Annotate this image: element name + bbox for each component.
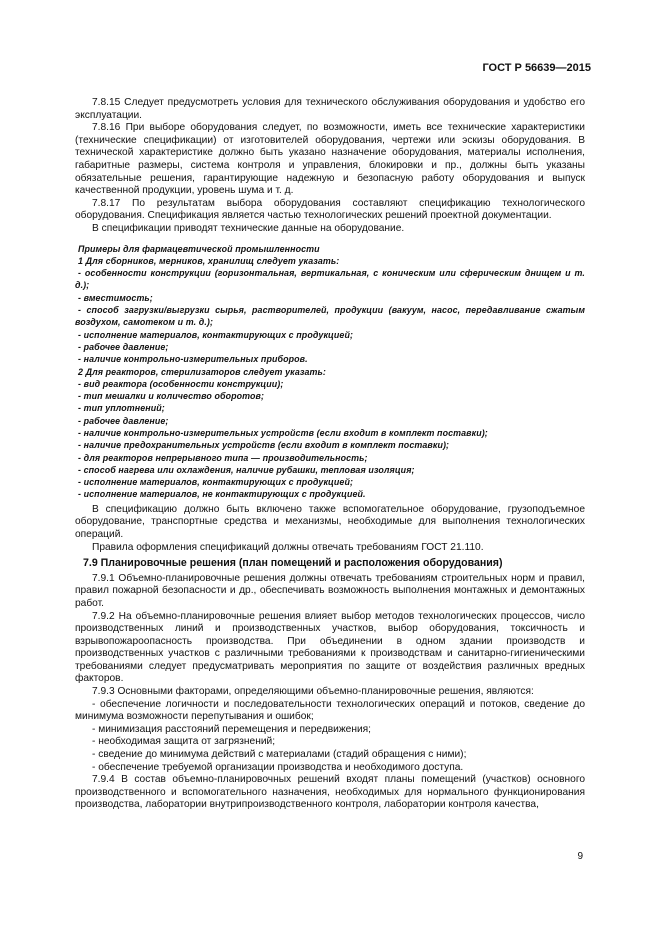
example-item: - рабочее давление;	[78, 341, 169, 352]
para-auxiliary-equipment: В спецификацию должно быть включено также вспомогательное оборудование, грузоподъемное оборудование, транспортные средства и механизмы, необходимые для выполнения технологических операций.	[75, 503, 585, 540]
example-item: - наличие контрольно-измерительных устройств (если входит в комплект поставки);	[78, 427, 488, 438]
page-content	[75, 97, 585, 812]
example-item: - особенности конструкции (горизонтальная, вертикальная, с коническим или сферическим днищем и т. д.);	[75, 268, 585, 291]
list-item: - минимизация расстояний перемещения и передвижения;	[92, 723, 372, 735]
para-7-9-1: 7.9.1 Объемно-планировочные решения должны отвечать требованиям строительных норм и правил, правил пожарной безопасности и др., обеспечивать возможность выполнения монтажных и демонтажных работ.	[75, 572, 585, 609]
example-item: - способ нагрева или охлаждения, наличие рубашки, тепловая изоляция;	[78, 464, 415, 475]
example-item: 1 Для сборников, мерников, хранилищ следует указать:	[78, 255, 340, 266]
para-7-9-4: 7.9.4 В состав объемно-планировочных решений входят планы помещений (участков) основного производственного и вспомогательного назначения, необходимых для нормального функционирования производства, лаборатории внутрипроизводственного контроля, лаборатории контроля качества,	[75, 774, 585, 811]
example-item: - вид реактора (особенности конструкции);	[78, 378, 284, 389]
example-item: - способ загрузки/выгрузки сырья, растворителей, продукции (вакуум, насос, передавливание сжатым воздухом, самотеком и т. д.);	[75, 305, 585, 328]
example-item: - наличие предохранительных устройств (если входит в комплект поставки);	[78, 440, 450, 451]
para-7-9-3: 7.9.3 Основными факторами, определяющими объемно-планировочные решения, являются:	[92, 686, 534, 698]
example-item: - вместимость;	[78, 292, 153, 303]
para-7-8-16: 7.8.16 При выборе оборудования следует, по возможности, иметь все технические характеристики (технические спецификации) от изготовителей оборудования, чертежи или эскизы оборудования. В технической характеристике должно быть указано назначение оборудования, материалы исполнения, габаритные размеры, система контроля и управления, блокировки и пр., должны быть указаны обязательные решения, гарантирующие надежную и безопасную работу оборудования и выпуск качественной продукции, уровень шума и т. д.	[75, 122, 585, 197]
list-item: - обеспечение логичности и последовательности технологических операций и потоков, сведение до минимума возможности перепутывания и ошибок;	[75, 698, 585, 723]
list-item: - необходимая защита от загрязнений;	[92, 736, 276, 748]
example-item: 2 Для реакторов, стерилизаторов следует указать:	[78, 366, 326, 377]
para-spec-rules: Правила оформления спецификаций должны отвечать требованиям ГОСТ 21.110.	[92, 541, 484, 553]
examples-block	[75, 243, 585, 501]
list-item: - обеспечение требуемой организации производства и необходимого доступа.	[92, 761, 464, 773]
section-heading-7-9: 7.9 Планировочные решения (план помещений и расположения оборудования)	[83, 557, 503, 570]
example-item: - тип мешалки и количество оборотов;	[78, 391, 265, 402]
page-number: 9	[577, 851, 583, 862]
para-7-8-17: 7.8.17 По результатам выбора оборудования составляют спецификацию технологического оборудования. Спецификация является частью технологических решений проектной документации.	[75, 197, 585, 222]
example-item: - для реакторов непрерывного типа — производительность;	[78, 452, 368, 463]
example-item: - тип уплотнений;	[78, 403, 165, 414]
example-item: - исполнение материалов, контактирующих с продукцией;	[78, 477, 354, 488]
examples-heading: Примеры для фармацевтической промышленности	[78, 243, 320, 254]
para-7-8-15: 7.8.15 Следует предусмотреть условия для технического обслуживания оборудования и удобство его эксплуатации.	[75, 97, 585, 121]
para-7-9-2: 7.9.2 На объемно-планировочные решения влияет выбор методов технологических процессов, число производственных линий и производственных участков, выбор оборудования, токсичность и взрывопожароопасность производства. При объединении в одном здании производств и производственных участков с различными требованиями к производствам и санитарно-гигиеническими требованиями следует предусматривать мероприятия по защите от воздействия различных вредных факторов.	[75, 610, 585, 685]
para-spec-data: В спецификации приводят технические данные на оборудование.	[92, 222, 405, 234]
example-item: - наличие контрольно-измерительных приборов.	[78, 354, 308, 365]
document-id: ГОСТ Р 56639—2015	[482, 62, 591, 74]
example-item: - рабочее давление;	[78, 415, 169, 426]
list-item: - сведение до минимума действий с материалами (стадий обращения с ними);	[92, 749, 467, 761]
example-item: - исполнение материалов, контактирующих с продукцией;	[78, 329, 354, 340]
example-item: - исполнение материалов, не контактирующих с продукцией.	[78, 489, 366, 500]
